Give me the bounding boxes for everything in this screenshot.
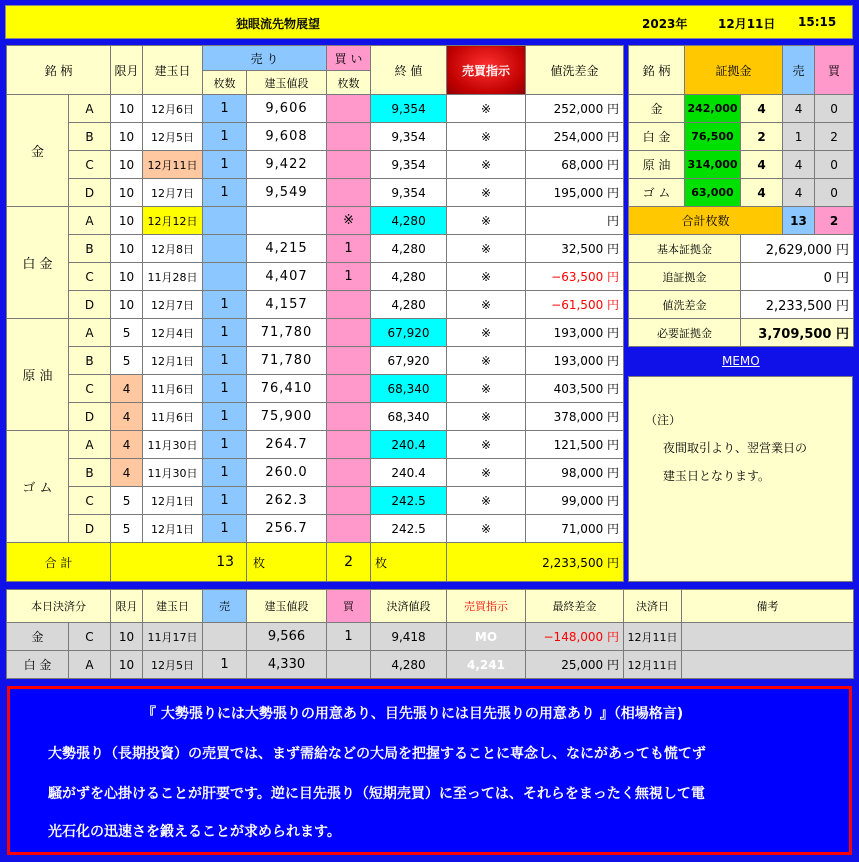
instruction-cell: ※ [447,123,526,151]
buy-qty [327,319,371,347]
contract-month: 10 [111,179,143,207]
summary-label: 値洗差金 [629,291,741,319]
position-date: 11月30日 [143,431,203,459]
settle-price: 9,566 [247,623,327,651]
instruction-cell: ※ [447,403,526,431]
instruction-cell: ※ [447,515,526,543]
settle-letter: A [69,651,111,679]
sell-qty: 1 [203,487,247,515]
settle-sdate: 12月11日 [624,623,682,651]
margin-row [629,123,854,151]
contract-month: 5 [111,487,143,515]
contract-letter: C [69,151,111,179]
position-row [7,263,624,291]
col-price-header: 建玉値段 [247,71,327,95]
commodity-name: 原 油 [7,319,69,431]
settle-col-label: 本日決済分 [7,590,111,623]
contract-month: 10 [111,151,143,179]
close-price: 4,280 [371,207,447,235]
total-label: 合 計 [7,543,111,582]
contract-letter: B [69,459,111,487]
position-date: 12月1日 [143,347,203,375]
contract-letter: B [69,123,111,151]
buy-qty [327,151,371,179]
buy-qty [327,459,371,487]
margin-sell: 4 [783,179,815,207]
settle-col-sdate: 決済日 [624,590,682,623]
settle-note [682,623,854,651]
margin-buy: 0 [815,151,854,179]
margin-sell: 4 [783,151,815,179]
position-price: 262.3 [247,487,327,515]
sell-qty [203,263,247,291]
settle-col-price: 建玉値段 [247,590,327,623]
contract-letter: C [69,263,111,291]
close-price: 9,354 [371,179,447,207]
position-price: 9,608 [247,123,327,151]
margin-buy: 0 [815,179,854,207]
margin-value: 63,000 [685,179,741,207]
total-buy-qty: 2 [327,543,371,582]
instruction-cell: ※ [447,263,526,291]
quote-box [7,686,852,855]
close-price: 240.4 [371,431,447,459]
quote-line: 光石化の迅速さを鍛えることが求められます。 [48,824,341,840]
sell-qty: 1 [203,459,247,487]
position-date: 12月12日 [143,207,203,235]
close-price: 242.5 [371,515,447,543]
close-price: 240.4 [371,459,447,487]
buy-qty [327,291,371,319]
position-date: 11月28日 [143,263,203,291]
memo-panel [628,376,853,582]
contract-letter: D [69,291,111,319]
position-date: 11月6日 [143,403,203,431]
position-row [7,319,624,347]
diff-value: −63,500 円 [526,263,624,291]
contract-letter: D [69,179,111,207]
instruction-cell: ※ [447,151,526,179]
position-price: 9,422 [247,151,327,179]
position-price: 4,215 [247,235,327,263]
settlement-table [6,589,854,679]
diff-value: 32,500 円 [526,235,624,263]
buy-qty [327,179,371,207]
contract-month: 5 [111,347,143,375]
contract-letter: B [69,235,111,263]
commodity-name: ゴ ム [7,431,69,543]
margin-col-name-header: 銘 柄 [629,46,685,95]
margin-buy: 0 [815,95,854,123]
instruction-cell: ※ [447,235,526,263]
contract-month: 4 [111,375,143,403]
contract-month: 10 [111,263,143,291]
date-label: 12月11日 [718,17,776,31]
settle-buy: 1 [327,623,371,651]
summary-value: 3,709,500 円 [741,319,854,347]
settle-col-sell: 売 [203,590,247,623]
buy-qty [327,347,371,375]
contract-letter: A [69,319,111,347]
contract-month: 5 [111,319,143,347]
quote-title: 『 大勢張りには大勢張りの用意あり、目先張りには目先張りの用意あり 』（相場格言) [142,706,684,722]
settle-col-month: 限月 [111,590,143,623]
sell-qty: 1 [203,291,247,319]
diff-value: 193,000 円 [526,319,624,347]
margin-count: 4 [741,179,783,207]
position-row [7,123,624,151]
sell-qty: 1 [203,403,247,431]
quote-line: 騒がずを心掛けることが肝要です。逆に目先張り（短期売買）に至っては、それらをまったく無視して電 [48,786,705,802]
margin-count: 4 [741,95,783,123]
buy-qty: 1 [327,235,371,263]
settle-sdate: 12月11日 [624,651,682,679]
diff-value: 68,000 円 [526,151,624,179]
position-price: 4,407 [247,263,327,291]
buy-qty: 1 [327,263,371,291]
instruction-cell: ※ [447,207,526,235]
contract-month: 4 [111,459,143,487]
buy-qty [327,375,371,403]
position-row [7,403,624,431]
position-date: 12月1日 [143,487,203,515]
col-month-header: 限月 [111,46,143,95]
position-price: 71,780 [247,319,327,347]
position-price: 256.7 [247,515,327,543]
title-bar [5,5,853,39]
settle-ins: 4,241 [447,651,526,679]
buy-qty [327,95,371,123]
margin-commodity: 金 [629,95,685,123]
diff-value: 71,000 円 [526,515,624,543]
close-price: 9,354 [371,151,447,179]
sell-qty: 1 [203,151,247,179]
diff-value: 円 [526,207,624,235]
settle-sprice: 9,418 [371,623,447,651]
diff-value: 121,500 円 [526,431,624,459]
contract-month: 10 [111,123,143,151]
sell-qty: 1 [203,319,247,347]
diff-value: 195,000 円 [526,179,624,207]
position-row [7,151,624,179]
time-label: 15:15 [798,15,837,29]
close-price: 4,280 [371,263,447,291]
position-price: 4,157 [247,291,327,319]
margin-col-margin-header: 証拠金 [685,46,783,95]
margin-sell: 1 [783,123,815,151]
close-price: 67,920 [371,319,447,347]
position-date: 12月11日 [143,151,203,179]
sell-qty [203,235,247,263]
margin-table [628,45,854,347]
contract-month: 10 [111,235,143,263]
close-price: 242.5 [371,487,447,515]
close-price: 4,280 [371,235,447,263]
instruction-cell: ※ [447,291,526,319]
margin-buy: 2 [815,123,854,151]
position-date: 12月8日 [143,235,203,263]
margin-commodity: ゴ ム [629,179,685,207]
total-buy-unit: 枚 [371,543,447,582]
settle-col-ins: 売買指示 [447,590,526,623]
position-price: 9,606 [247,95,327,123]
buy-qty [327,123,371,151]
settle-commodity: 金 [7,623,69,651]
sell-qty: 1 [203,123,247,151]
contract-letter: D [69,515,111,543]
diff-value: −61,500 円 [526,291,624,319]
position-price: 71,780 [247,347,327,375]
contract-letter: C [69,487,111,515]
diff-value: 98,000 円 [526,459,624,487]
sell-qty: 1 [203,179,247,207]
close-price: 68,340 [371,403,447,431]
margin-count: 4 [741,151,783,179]
contract-month: 10 [111,291,143,319]
position-date: 12月7日 [143,291,203,319]
position-row [7,431,624,459]
settle-month: 10 [111,651,143,679]
col-date-header: 建玉日 [143,46,203,95]
settle-month: 10 [111,623,143,651]
instruction-cell: ※ [447,95,526,123]
col-name-header: 銘 柄 [7,46,111,95]
instruction-cell: ※ [447,431,526,459]
position-row [7,207,624,235]
settle-commodity: 白 金 [7,651,69,679]
instruction-cell: ※ [447,487,526,515]
col-buy-header: 買 い [327,46,371,71]
close-price: 67,920 [371,347,447,375]
settle-date: 11月17日 [143,623,203,651]
margin-value: 76,500 [685,123,741,151]
settle-date: 12月5日 [143,651,203,679]
margin-count: 2 [741,123,783,151]
settle-col-diff: 最終差金 [526,590,624,623]
settle-col-note: 備考 [682,590,854,623]
margin-value: 314,000 [685,151,741,179]
margin-commodity: 原 油 [629,151,685,179]
position-price: 264.7 [247,431,327,459]
settle-sell [203,623,247,651]
year-label: 2023年 [642,17,688,31]
position-date: 12月5日 [143,123,203,151]
col-sell-header: 売 り [203,46,327,71]
contract-letter: B [69,347,111,375]
diff-value: 254,000 円 [526,123,624,151]
position-row [7,375,624,403]
diff-value: 252,000 円 [526,95,624,123]
contract-month: 10 [111,207,143,235]
contract-letter: A [69,431,111,459]
positions-table [6,45,624,582]
position-date: 12月4日 [143,319,203,347]
contract-letter: D [69,403,111,431]
close-price: 9,354 [371,123,447,151]
margin-col-buy-header: 買 [815,46,854,95]
sell-qty: 1 [203,95,247,123]
memo-line: 夜間取引より、翌営業日の [663,441,808,455]
col-diff-header: 値洗差金 [526,46,624,95]
position-price: 260.0 [247,459,327,487]
position-date: 12月6日 [143,95,203,123]
close-price: 68,340 [371,375,447,403]
position-row [7,515,624,543]
sell-qty: 1 [203,515,247,543]
total-sell-qty: 13 [111,543,247,582]
commodity-name: 白 金 [7,207,69,319]
contract-month: 5 [111,515,143,543]
col-sell-qty-header: 枚数 [203,71,247,95]
sell-qty: 1 [203,375,247,403]
diff-value: 193,000 円 [526,347,624,375]
contract-letter: C [69,375,111,403]
contract-letter: A [69,95,111,123]
memo-link[interactable]: MEMO [722,354,760,368]
memo-line: 建玉日となります。 [663,469,771,483]
settle-col-date: 建玉日 [143,590,203,623]
commodity-name: 金 [7,95,69,207]
col-close-header: 終 値 [371,46,447,95]
instruction-button[interactable]: 売買指示 [447,46,526,95]
settle-sell: 1 [203,651,247,679]
position-date: 11月30日 [143,459,203,487]
position-row [7,179,624,207]
settle-diff: −148,000 円 [526,623,624,651]
position-date: 12月7日 [143,179,203,207]
position-row [7,459,624,487]
summary-value: 2,233,500 円 [741,291,854,319]
close-price: 9,354 [371,95,447,123]
margin-row [629,95,854,123]
total-count-sell: 13 [783,207,815,235]
sell-qty [203,207,247,235]
diff-value: 99,000 円 [526,487,624,515]
settle-sprice: 4,280 [371,651,447,679]
margin-col-sell-header: 売 [783,46,815,95]
contract-month: 10 [111,95,143,123]
margin-value: 242,000 [685,95,741,123]
contract-letter: A [69,207,111,235]
instruction-cell: ※ [447,375,526,403]
buy-qty: ※ [327,207,371,235]
settle-ins: MO [447,623,526,651]
sell-qty: 1 [203,347,247,375]
diff-value: 378,000 円 [526,403,624,431]
settle-diff: 25,000 円 [526,651,624,679]
position-row [7,291,624,319]
settlement-row [7,651,854,679]
position-date: 12月1日 [143,515,203,543]
close-price: 4,280 [371,291,447,319]
settlement-row [7,623,854,651]
position-price [247,207,327,235]
buy-qty [327,403,371,431]
buy-qty [327,515,371,543]
total-count-buy: 2 [815,207,854,235]
settle-price: 4,330 [247,651,327,679]
margin-row [629,151,854,179]
margin-commodity: 白 金 [629,123,685,151]
instruction-cell: ※ [447,319,526,347]
sell-qty: 1 [203,431,247,459]
total-diff: 2,233,500 円 [447,543,624,582]
position-row [7,95,624,123]
instruction-cell: ※ [447,347,526,375]
instruction-cell: ※ [447,459,526,487]
position-row [7,487,624,515]
position-date: 11月6日 [143,375,203,403]
memo-line: （注） [645,413,682,427]
diff-value: 403,500 円 [526,375,624,403]
summary-label: 必要証拠金 [629,319,741,347]
position-row [7,235,624,263]
settle-col-sprice: 決済値段 [371,590,447,623]
buy-qty [327,487,371,515]
settle-buy [327,651,371,679]
summary-label: 基本証拠金 [629,235,741,263]
settle-note [682,651,854,679]
settle-col-buy: 買 [327,590,371,623]
buy-qty [327,431,371,459]
position-price: 76,410 [247,375,327,403]
margin-row [629,179,854,207]
position-price: 9,549 [247,179,327,207]
contract-month: 4 [111,431,143,459]
total-sell-unit: 枚 [247,543,327,582]
summary-value: 0 円 [741,263,854,291]
col-buy-qty-header: 枚数 [327,71,371,95]
page-title: 独眼流先物展望 [236,17,321,31]
quote-line: 大勢張り（長期投資）の売買では、まず需給などの大局を把握することに専念し、なにがあっても慌てず [48,746,706,762]
settle-letter: C [69,623,111,651]
total-count-label: 合計枚数 [629,207,783,235]
position-row [7,347,624,375]
instruction-cell: ※ [447,179,526,207]
margin-sell: 4 [783,95,815,123]
position-price: 75,900 [247,403,327,431]
contract-month: 4 [111,403,143,431]
summary-value: 2,629,000 円 [741,235,854,263]
summary-label: 追証拠金 [629,263,741,291]
